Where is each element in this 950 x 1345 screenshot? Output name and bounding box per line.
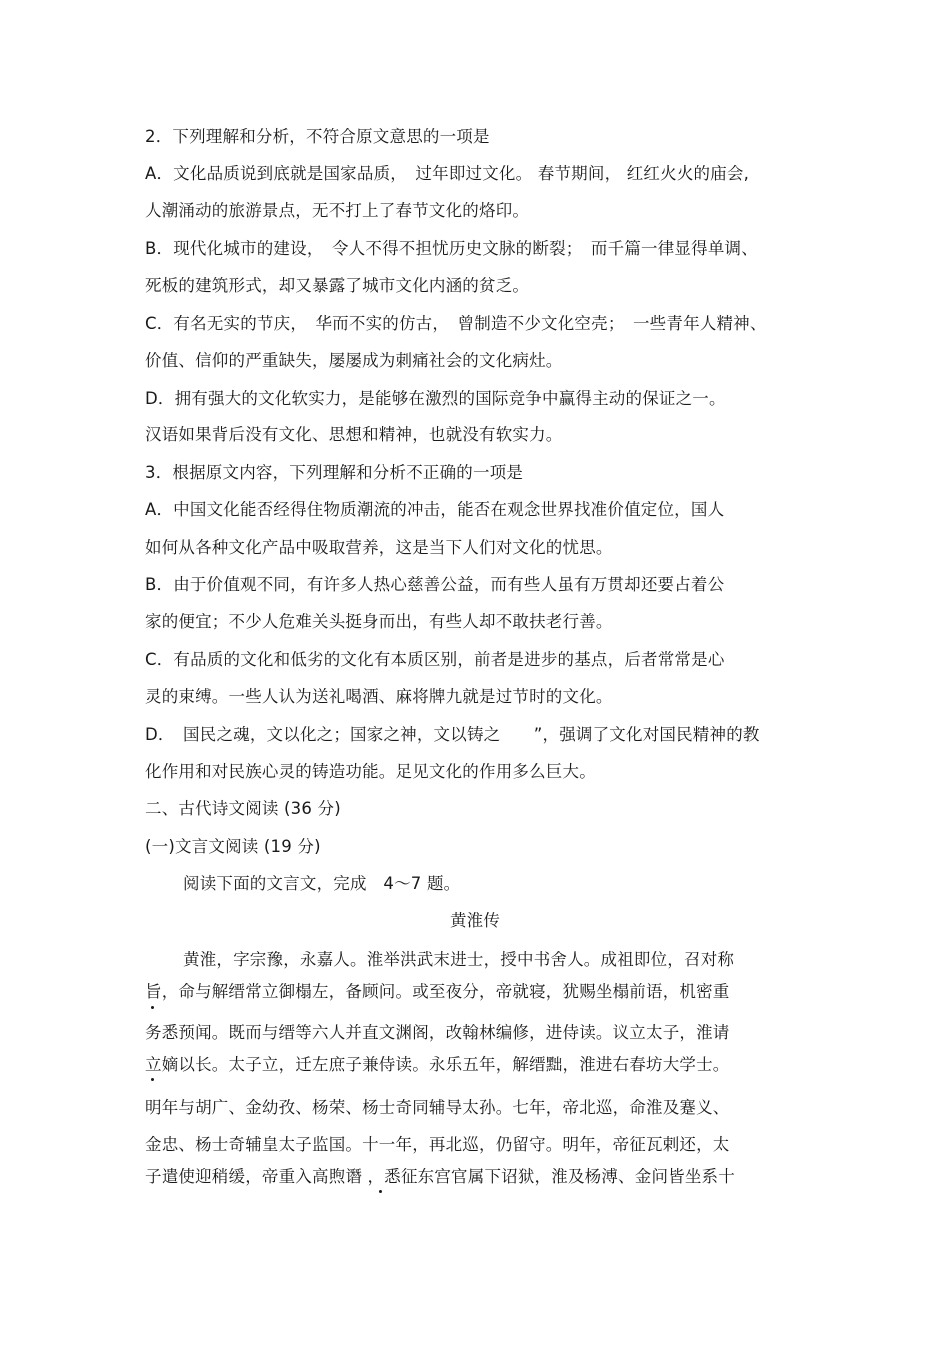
reading-instruction: 阅读下面的文言文，完成 4～7 题。: [183, 874, 461, 893]
emphasis-dot: [379, 1190, 382, 1193]
passage-line: 旨，命与解缙常立御榻左，备顾问。或至夜分，帝就寝，犹赐坐榻前语，机密重: [145, 982, 730, 1001]
question-2-stem: 2．下列理解和分析，不符合原文意思的一项是: [145, 127, 490, 146]
emphasis-dot: [151, 1006, 154, 1009]
emphasis-dot: [151, 1078, 154, 1081]
q2-option-a-cont: 人潮涌动的旅游景点，无不打上了春节文化的烙印。: [145, 201, 530, 220]
q3-option-c: C．有品质的文化和低劣的文化有本质区别，前者是进步的基点，后者常常是心: [145, 650, 725, 669]
passage-line: 务悉预闻。既而与缙等六人并直文渊阁，改翰林编修，进侍读。议立太子，淮请: [145, 1023, 730, 1042]
q3-option-b-cont: 家的便宜；不少人危难关头挺身而出，有些人却不敢扶老行善。: [145, 612, 613, 631]
passage-line: 金忠、杨士奇辅皇太子监国。十一年，再北巡，仍留守。明年，帝征瓦剌还，太: [145, 1135, 730, 1154]
q2-option-c: C．有名无实的节庆， 华而不实的仿古， 曾制造不少文化空壳； 一些青年人精神、: [145, 314, 767, 333]
section-heading: 二、古代诗文阅读 (36 分): [145, 799, 341, 818]
passage-line: 子遣使迎稍缓，帝重入高煦谮 ，悉征东宫官属下诏狱，淮及杨溥、金问皆坐系十: [145, 1167, 735, 1186]
q2-option-d: D．拥有强大的文化软实力，是能够在激烈的国际竞争中赢得主动的保证之一。: [145, 389, 726, 408]
q3-option-b: B．由于价值观不同，有许多人热心慈善公益，而有些人虽有万贯却还要占着公: [145, 575, 725, 594]
passage-title: 黄淮传: [449, 911, 501, 930]
passage-line: 明年与胡广、金幼孜、杨荣、杨士奇同辅导太孙。七年，帝北巡，命淮及蹇义、: [145, 1098, 730, 1117]
q3-option-d-cont: 化作用和对民族心灵的铸造功能。足见文化的作用多么巨大。: [145, 762, 596, 781]
q2-option-d-cont: 汉语如果背后没有文化、思想和精神，也就没有软实力。: [145, 425, 563, 444]
q3-option-d: D． 国民之魂，文以化之；国家之神，文以铸之 ”，强调了文化对国民精神的教: [145, 725, 760, 744]
subsection-heading: (一)文言文阅读 (19 分): [145, 837, 321, 856]
q2-option-a: A．文化品质说到底就是国家品质， 过年即过文化。 春节期间， 红红火火的庙会,: [145, 164, 750, 183]
q3-option-a: A．中国文化能否经得住物质潮流的冲击，能否在观念世界找准价值定位，国人: [145, 500, 725, 519]
q2-option-b: B．现代化城市的建设， 令人不得不担忧历史文脉的断裂； 而千篇一律显得单调、: [145, 239, 758, 258]
q3-option-c-cont: 灵的束缚。一些人认为送礼喝酒、麻将牌九就是过节时的文化。: [145, 687, 613, 706]
q2-option-c-cont: 价值、信仰的严重缺失，屡屡成为刺痛社会的文化病灶。: [145, 351, 563, 370]
passage-line: 黄淮，字宗豫，永嘉人。淮举洪武末进士，授中书舍人。成祖即位，召对称: [183, 950, 735, 969]
q3-option-a-cont: 如何从各种文化产品中吸取营养，这是当下人们对文化的忧思。: [145, 538, 613, 557]
passage-line: 立嫡以长。太子立，迁左庶子兼侍读。永乐五年，解缙黜，淮进右春坊大学士。: [145, 1055, 730, 1074]
q2-option-b-cont: 死板的建筑形式，却又暴露了城市文化内涵的贫乏。: [145, 276, 530, 295]
question-3-stem: 3．根据原文内容，下列理解和分析不正确的一项是: [145, 463, 524, 482]
